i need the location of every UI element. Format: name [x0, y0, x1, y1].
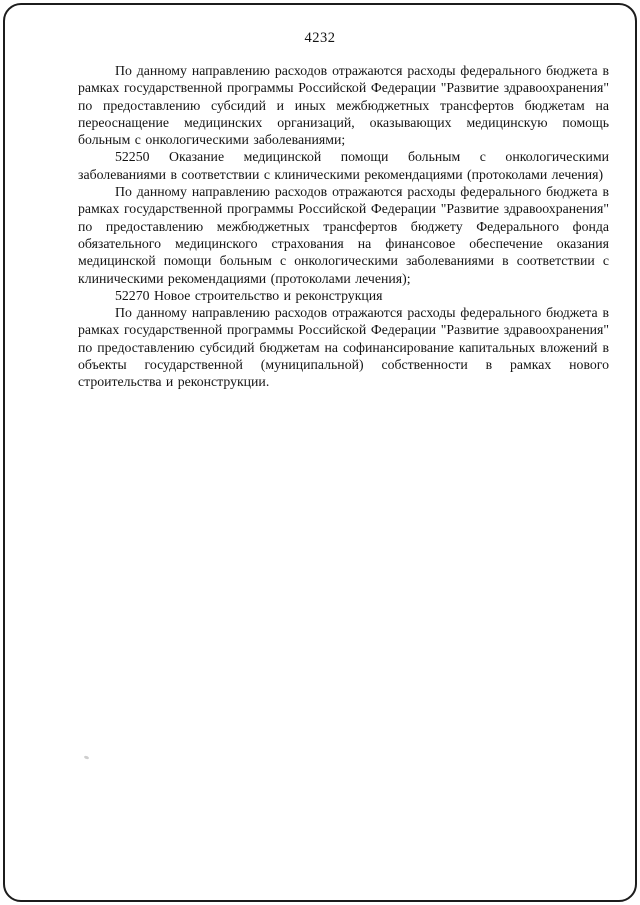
paragraph: По данному направлению расходов отражаются расходы федерального бюджета в рамках государственной программы Российской Федерации "Развитие здравоохранения" по предоставлению межбюджетных трансфертов бюджету Федерального фонда обязательного медицинского страхования на финансовое обеспечение оказания медицинской помощи больным с онкологическими заболеваниями в соответствии с клиническими рекомендациями (протоколами лечения); [78, 184, 609, 286]
document-body [78, 62, 609, 391]
paragraph-code-52250: 52250 Оказание медицинской помощи больным с онкологическими заболеваниями в соответствии с клиническими рекомендациями (протоколами лечения) [78, 149, 609, 182]
paragraph: По данному направлению расходов отражаются расходы федерального бюджета в рамках государственной программы Российской Федерации "Развитие здравоохранения" по предоставлению субсидий бюджетам на софинансирование капитальных вложений в объекты государственной (муниципальной) собственности в рамках нового строительства и реконструкции. [78, 305, 609, 390]
page-number: 4232 [304, 30, 336, 46]
paragraph-code-52270: 52270 Новое строительство и реконструкция [115, 287, 383, 303]
scan-artifact [84, 755, 90, 760]
paragraph: По данному направлению расходов отражаются расходы федерального бюджета в рамках государственной программы Российской Федерации "Развитие здравоохранения" по предоставлению субсидий и иных межбюджетных трансфертов бюджетам на переоснащение медицинских организаций, оказывающих медицинскую помощь больным с онкологическими заболеваниями; [78, 63, 609, 148]
